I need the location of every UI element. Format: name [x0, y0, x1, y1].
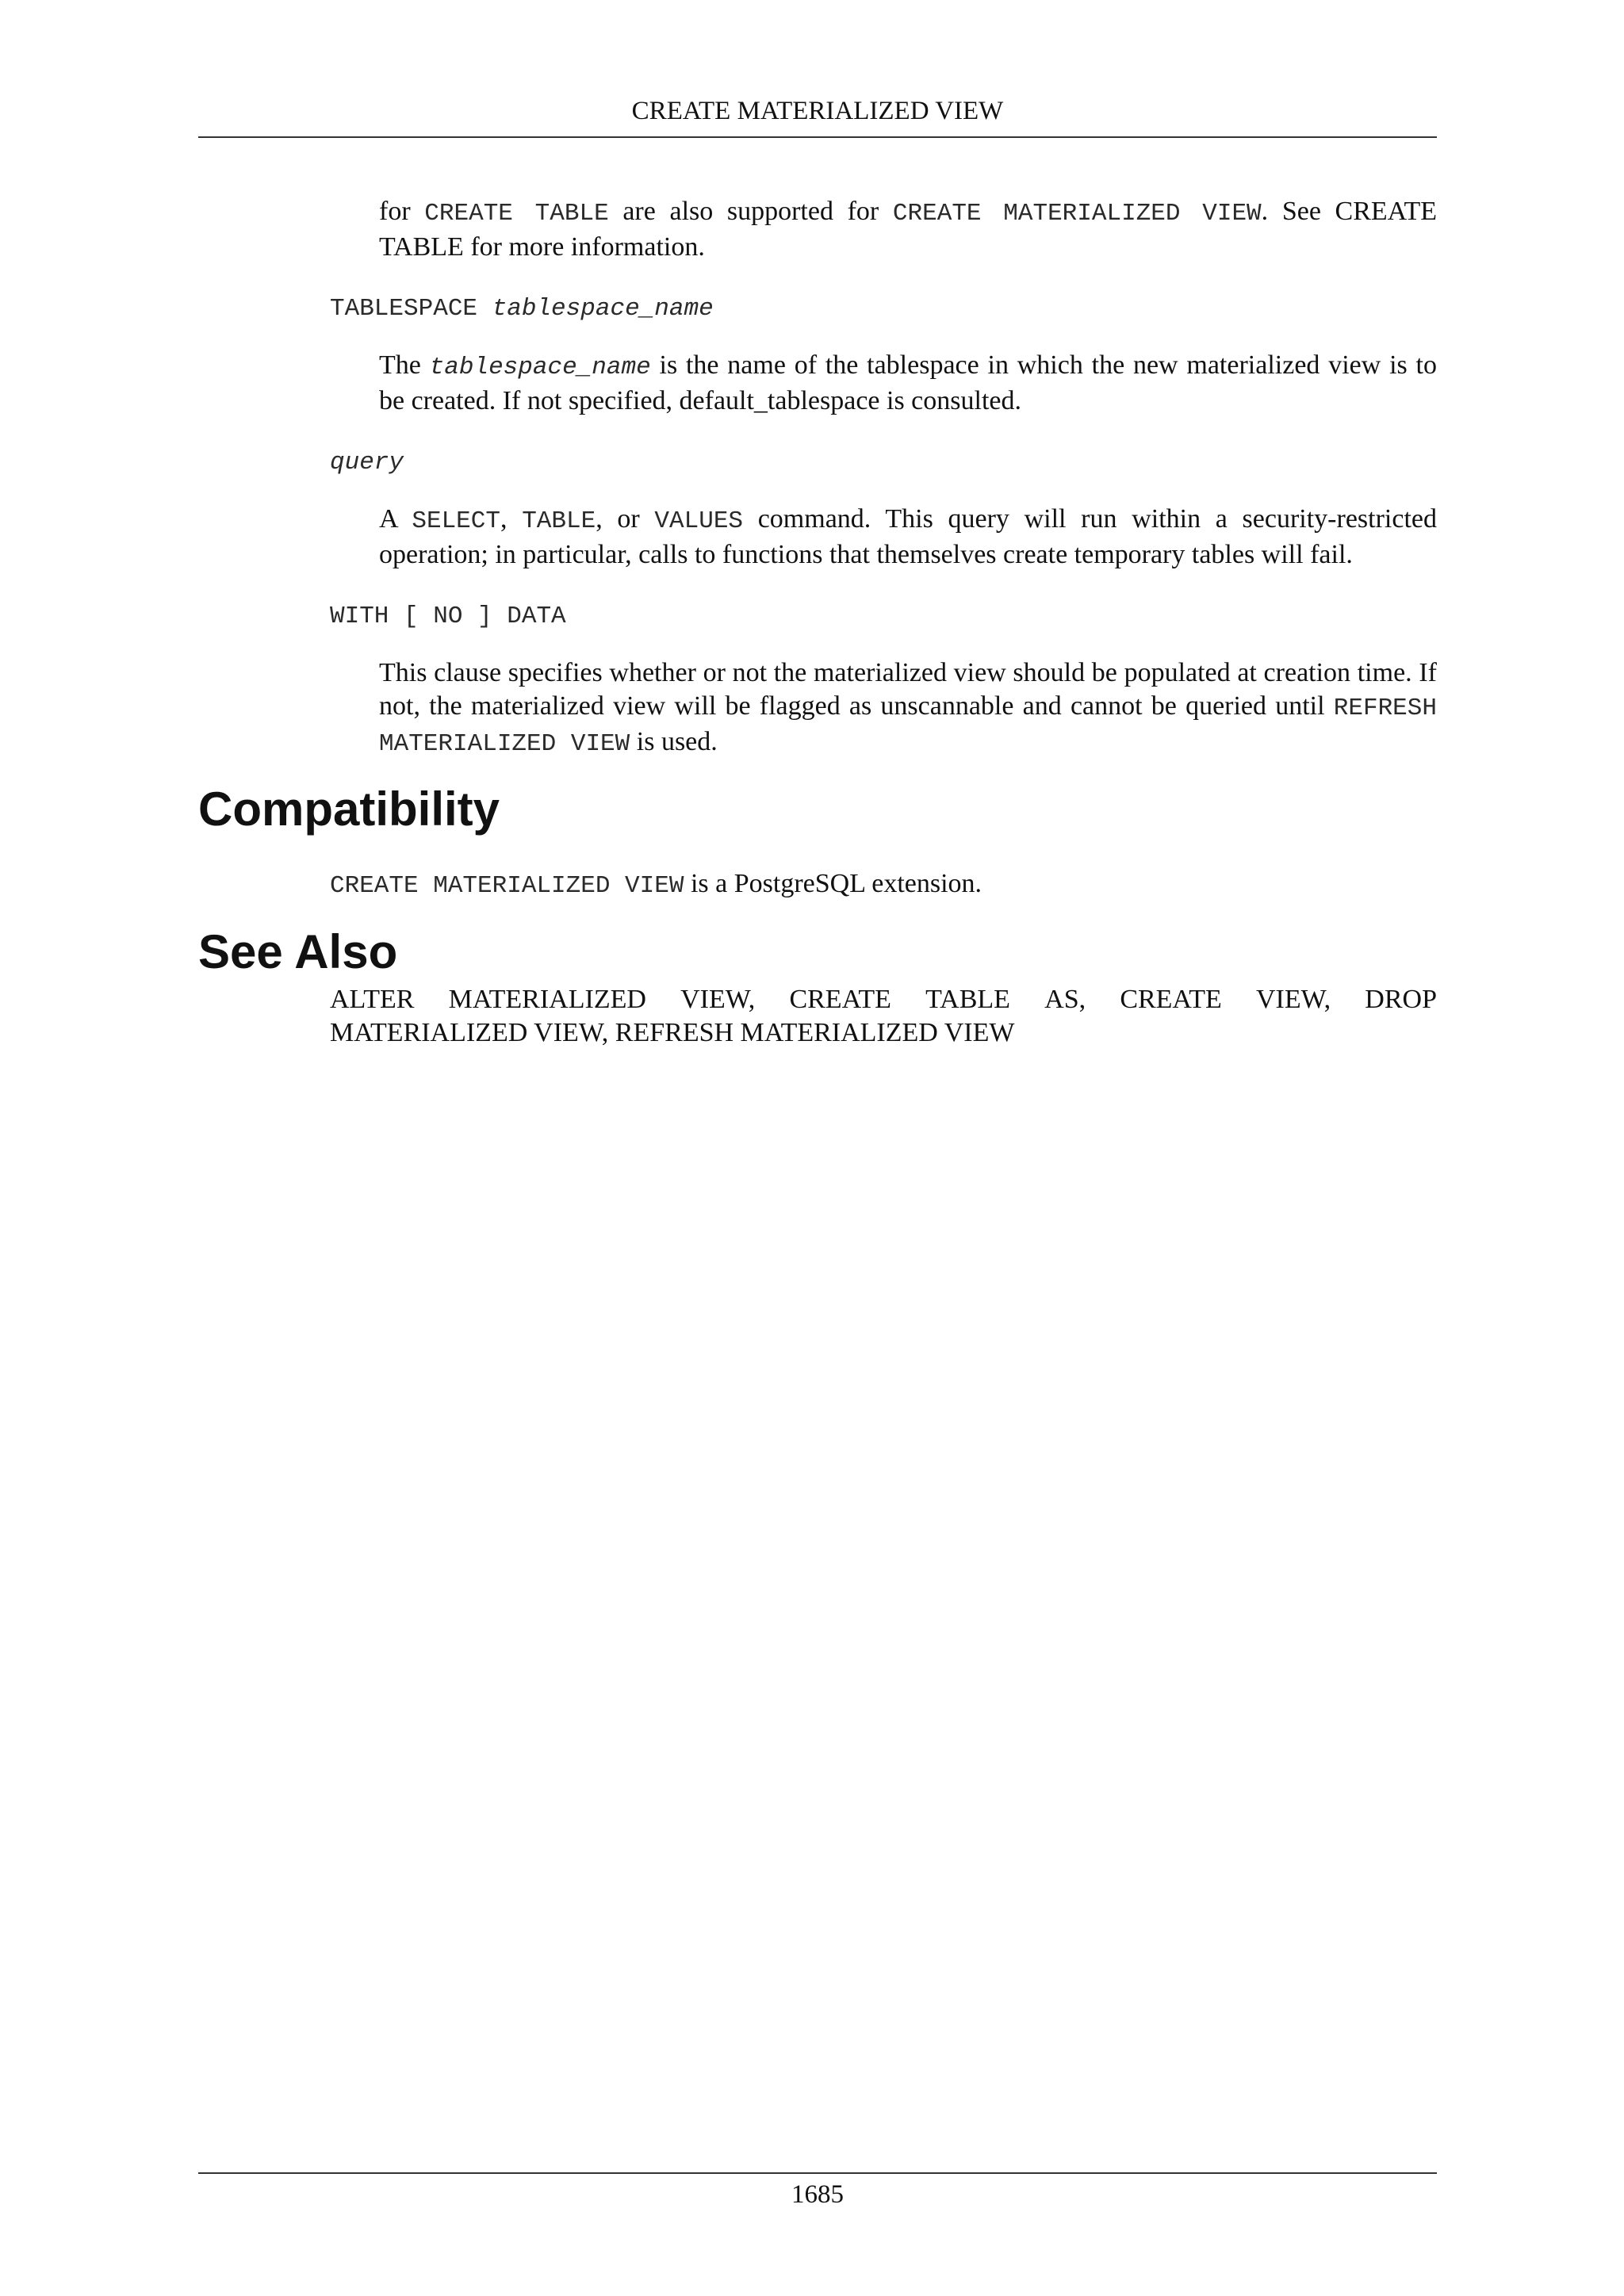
running-header: CREATE MATERIALIZED VIEW: [631, 97, 1004, 125]
page-number: 1685: [791, 2180, 844, 2209]
term-tablespace: TABLESPACE tablespace_name: [330, 295, 714, 323]
section-title-compatibility: Compatibility: [198, 783, 500, 836]
section-title-see-also: See Also: [198, 925, 398, 978]
see-also-word: MATERIALIZED: [448, 985, 646, 1014]
see-also-word: CREATE: [789, 985, 891, 1014]
with-data-description: This clause specifies whether or not the materialized view should be populated at creation time. If not, the materialized view will be flagged as unscannable and cannot be queried until REFRESH MATERIALIZED VIEW is used.: [379, 658, 1437, 758]
see-also-word: VIEW,: [680, 985, 756, 1014]
footer-rule: [198, 2172, 1437, 2174]
see-also-list: [330, 983, 1437, 1050]
intro-paragraph: for CREATE TABLE are also supported for CREATE MATERIALIZED VIEW. See CREATE TABLE for more information.: [379, 197, 1437, 262]
query-description: A SELECT, TABLE, or VALUES command. This query will run within a security-restricted operation; in particular, calls to functions that themselves create temporary tables will fail.: [379, 504, 1437, 569]
header-rule: [198, 136, 1437, 138]
see-also-word: AS,: [1044, 985, 1086, 1014]
tablespace-description: The tablespace_name is the name of the tablespace in which the new materialized view is to be created. If not specified, default_tablespace is consulted.: [379, 350, 1437, 415]
code-refresh-materialized-view: REFRESH MATERIALIZED VIEW: [379, 695, 1437, 758]
term-query: query: [330, 449, 404, 476]
code-tablespace-name: tablespace_name: [429, 354, 651, 381]
code-create-table: CREATE TABLE: [424, 200, 609, 228]
see-also-word: ALTER: [330, 985, 415, 1014]
see-also-line-2: MATERIALIZED VIEW, REFRESH MATERIALIZED VIEW: [330, 1018, 1015, 1047]
see-also-word: CREATE: [1120, 985, 1222, 1014]
compatibility-text: CREATE MATERIALIZED VIEW is a PostgreSQL extension.: [330, 869, 982, 900]
see-also-line-1: [330, 983, 1437, 1016]
see-also-word: VIEW,: [1255, 985, 1331, 1014]
see-also-word: TABLE: [925, 985, 1010, 1014]
see-also-word: DROP: [1365, 985, 1437, 1014]
term-with-data: WITH [ NO ] DATA: [330, 603, 566, 630]
code-create-materialized-view: CREATE MATERIALIZED VIEW: [892, 200, 1262, 228]
